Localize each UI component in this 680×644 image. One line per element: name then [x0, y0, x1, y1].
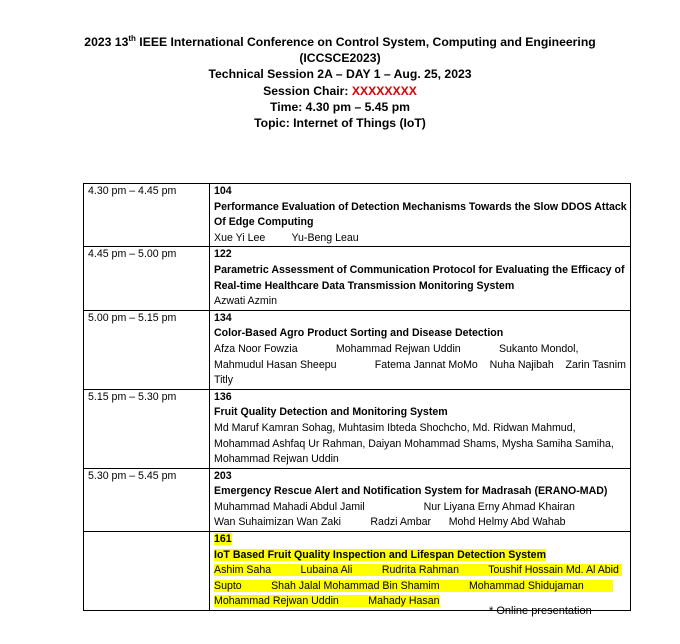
session-name: Technical Session 2A – DAY 1 – Aug. 25, 2023: [208, 67, 472, 82]
schedule-row: [84, 389, 631, 468]
schedule-row: [84, 532, 631, 611]
paper-cell: [210, 247, 631, 310]
paper-id: 161: [214, 533, 232, 546]
schedule-row: [84, 468, 631, 531]
paper-authors: Afza Noor Fowzia Mohammad Rejwan Uddin Sukanto Mondol, Mahmudul Hasan Sheepu Fatema Jannat MoMo Nuha Najibah Zarin Tasnim Titly: [214, 342, 629, 387]
session-topic: Topic: Internet of Things (IoT): [254, 116, 426, 131]
paper-authors: Ashim Saha Lubaina Ali Rudrita Rahman Toushif Hossain Md. Al Abid Supto Shah Jalal Mohammad Bin Shamim Mohammad Shidujaman Mohammad Rejwan Uddin Mahady Hasan: [214, 564, 622, 608]
paper-authors: Xue Yi Lee Yu-Beng Leau: [214, 231, 359, 244]
paper-title: Performance Evaluation of Detection Mechanisms Towards the Slow DDOS Attack Of Edge Computing: [214, 200, 627, 229]
paper-id: 122: [214, 248, 232, 261]
paper-title: Emergency Rescue Alert and Notification System for Madrasah (ERANO-MAD): [214, 485, 608, 498]
time-slot: 4.30 pm – 4.45 pm: [84, 184, 210, 247]
schedule-body: [84, 184, 631, 611]
paper-title: Color-Based Agro Product Sorting and Disease Detection: [214, 327, 504, 340]
conference-acronym: (ICCSCE2023): [299, 51, 381, 66]
schedule-table: [83, 183, 631, 611]
conference-header: [0, 34, 680, 131]
paper-id: 134: [214, 311, 232, 324]
time-slot: 5.30 pm – 5.45 pm: [84, 468, 210, 531]
paper-cell: [210, 468, 631, 531]
paper-authors: Muhammad Mahadi Abdul Jamil Nur Liyana Erny Ahmad Khairan Wan Suhaimizan Wan Zaki Radzi Ambar Mohd Helmy Abd Wahab: [214, 500, 575, 529]
time-slot: 5.15 pm – 5.30 pm: [84, 389, 210, 468]
schedule-row: [84, 184, 631, 247]
title-ordinal-suffix: th: [128, 33, 136, 43]
paper-title: Parametric Assessment of Communication Protocol for Evaluating the Efficacy of Real-time Healthcare Data Transmission Monitoring System: [214, 263, 625, 292]
paper-id: 203: [214, 469, 232, 482]
paper-cell: [210, 532, 631, 611]
paper-authors: Azwati Azmin: [214, 295, 277, 308]
session-chair-name: XXXXXXXX: [351, 83, 417, 98]
paper-title: Fruit Quality Detection and Monitoring System: [214, 406, 448, 419]
paper-cell: [210, 389, 631, 468]
schedule-row: [84, 247, 631, 310]
paper-id: 104: [214, 185, 232, 197]
title-prefix: 2023 13: [84, 35, 129, 49]
paper-authors: Md Maruf Kamran Sohag, Muhtasim Ibteda Shochcho, Md. Ridwan Mahmud, Mohammad Ashfaq Ur Rahman, Daiyan Mohammad Shams, Mysha Samiha Samiha, Mohammad Rejwan Uddin: [214, 421, 617, 466]
session-time: Time: 4.30 pm – 5.45 pm: [270, 99, 410, 114]
paper-cell: [210, 310, 631, 389]
schedule-row: [84, 310, 631, 389]
time-slot: 5.00 pm – 5.15 pm: [84, 310, 210, 389]
footnote: * Online presentation: [489, 605, 592, 617]
title-suffix: IEEE International Conference on Control System, Computing and Engineering: [135, 35, 596, 49]
time-slot: [84, 532, 210, 611]
conference-title: [0, 34, 680, 50]
paper-title: IoT Based Fruit Quality Inspection and Lifespan Detection System: [214, 548, 546, 561]
time-slot: 4.45 pm – 5.00 pm: [84, 247, 210, 310]
session-chair-label: Session Chair:: [263, 83, 352, 98]
paper-cell: [210, 184, 631, 247]
paper-id: 136: [214, 390, 232, 403]
session-chair: [0, 83, 680, 99]
